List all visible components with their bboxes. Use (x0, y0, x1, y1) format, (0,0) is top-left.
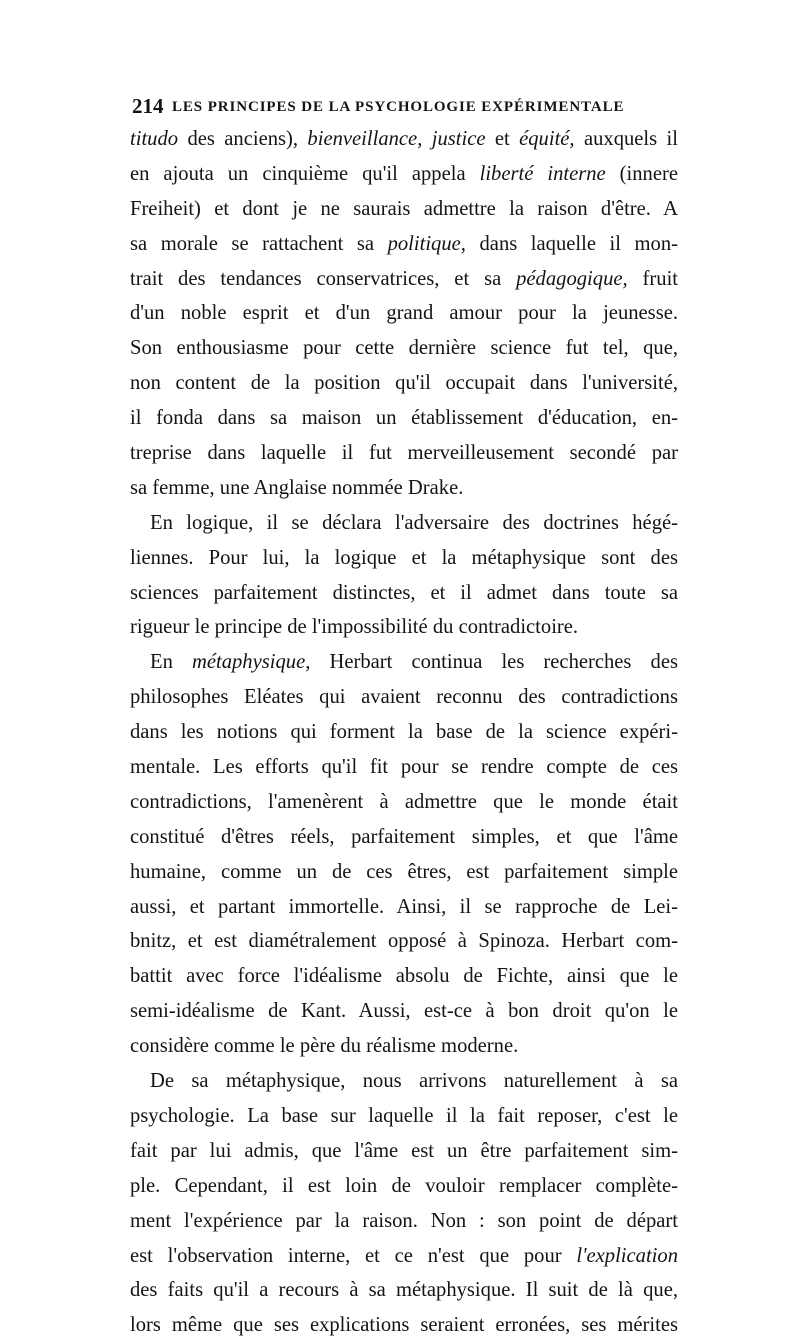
text-line (130, 192, 678, 227)
text-line (130, 820, 678, 855)
running-title: LES PRINCIPES DE LA PSYCHOLOGIE EXPÉRIMENTALE (172, 99, 625, 115)
italic-segment: l'explication (576, 1244, 678, 1267)
text-segment: philosophes Eléates qui avaient reconnu des contradictions (130, 686, 678, 709)
italic-segment: liberté interne (479, 162, 606, 185)
text-line (130, 610, 678, 645)
italic-segment: métaphysique, (191, 651, 311, 674)
text-segment: aussi, et partant immortelle. Ainsi, il se rapproche de Lei- (130, 895, 678, 918)
text-line (130, 785, 678, 820)
text-segment: considère comme le père du réalisme moderne. (130, 1035, 519, 1058)
text-segment: trait des tendances conservatrices, et sa (130, 267, 517, 290)
text-line (130, 1169, 678, 1204)
text-line (130, 401, 678, 436)
text-segment: semi-idéalisme de Kant. Aussi, est-ce à bon droit qu'on le (130, 1000, 678, 1023)
text-segment: des faits qu'il a recours à sa métaphysique. Il suit de là que, (130, 1279, 678, 1302)
text-segment: Son enthousiasme pour cette dernière science fut tel, que, (130, 337, 678, 360)
text-line (130, 471, 678, 506)
text-segment: constitué d'êtres réels, parfaitement simples, et que l'âme (130, 825, 678, 848)
text-segment: fruit (627, 267, 678, 290)
italic-segment: titudo (130, 128, 179, 150)
text-segment: en ajouta un cinquième qu'il appela (130, 162, 480, 185)
text-segment: mentale. Les efforts qu'il fit pour se rendre compte de ces (130, 756, 678, 779)
text-segment: dans laquelle il mon- (465, 232, 678, 255)
text-segment: sa morale se rattachent sa (130, 232, 388, 255)
text-segment: ment l'expérience par la raison. Non : son point de départ (130, 1209, 678, 1232)
text-line (130, 541, 678, 576)
text-line (130, 1029, 678, 1064)
text-segment: Herbart continua les recherches des (310, 651, 678, 674)
text-segment: et (485, 128, 520, 150)
italic-segment: bienveillance, justice (307, 128, 486, 150)
text-segment: bnitz, et est diamétralement opposé à Spinoza. Herbart com- (130, 930, 678, 953)
text-segment: sciences parfaitement distinctes, et il admet dans toute sa (130, 581, 678, 604)
text-segment: rigueur le principe de l'impossibilité du contradictoire. (130, 616, 579, 639)
page-number: 214 (132, 94, 164, 118)
text-line (130, 959, 678, 994)
text-line (130, 436, 678, 471)
text-segment: des anciens), (178, 128, 308, 150)
text-segment: contradictions, l'amenèrent à admettre que le monde était (130, 790, 678, 813)
text-line (130, 1308, 678, 1343)
text-line (130, 506, 678, 541)
text-segment: d'un noble esprit et d'un grand amour pour la jeunesse. (130, 302, 678, 325)
text-line (130, 645, 678, 680)
body-text (130, 122, 678, 1343)
text-line (130, 1064, 678, 1099)
text-segment: non content de la position qu'il occupait dans l'université, (130, 372, 678, 395)
italic-segment: politique, (387, 232, 466, 255)
text-segment: lors même que ses explications seraient erronées, ses mérites (130, 1314, 678, 1337)
running-head (132, 92, 677, 120)
text-segment: battit avec force l'idéalisme absolu de Fichte, ainsi que le (130, 965, 678, 988)
text-line (130, 1134, 678, 1169)
text-segment: est l'observation interne, et ce n'est que pour (130, 1244, 577, 1267)
text-segment: liennes. Pour lui, la logique et la métaphysique sont des (130, 546, 678, 569)
italic-segment: équité, (519, 128, 575, 150)
text-segment: sa femme, une Anglaise nommée Drake. (130, 476, 464, 499)
text-line (130, 157, 678, 192)
text-line (130, 1273, 678, 1308)
text-segment: il fonda dans sa maison un établissement d'éducation, en- (130, 407, 678, 430)
text-line (130, 262, 678, 297)
text-segment: treprise dans laquelle il fut merveilleusement secondé par (130, 442, 678, 465)
text-line (130, 576, 678, 611)
text-line (130, 750, 678, 785)
text-line (130, 924, 678, 959)
text-segment: Freiheit) et dont je ne saurais admettre la raison d'être. A (130, 197, 678, 220)
text-segment: auxquels il (574, 128, 678, 150)
text-line (130, 1099, 678, 1134)
text-line (130, 331, 678, 366)
text-segment: fait par lui admis, que l'âme est un être parfaitement sim- (130, 1139, 678, 1162)
text-segment: De sa métaphysique, nous arrivons naturellement à sa (150, 1070, 678, 1093)
text-segment: psychologie. La base sur laquelle il la fait reposer, c'est le (130, 1104, 678, 1127)
text-line (130, 855, 678, 890)
text-line (130, 1204, 678, 1239)
text-line (130, 680, 678, 715)
text-line (130, 890, 678, 925)
text-line (130, 366, 678, 401)
text-segment: humaine, comme un de ces êtres, est parfaitement simple (130, 860, 678, 883)
text-line (130, 715, 678, 750)
text-line (130, 1239, 678, 1274)
text-segment: En logique, il se déclara l'adversaire des doctrines hégé- (150, 511, 678, 534)
text-segment: (innere (605, 162, 678, 185)
italic-segment: pédagogique, (516, 267, 628, 290)
text-segment: En (150, 651, 192, 674)
text-line (130, 296, 678, 331)
text-line (130, 227, 678, 262)
text-segment: ple. Cependant, il est loin de vouloir remplacer complète- (130, 1174, 678, 1197)
text-segment: dans les notions qui forment la base de la science expéri- (130, 721, 678, 744)
text-line (130, 994, 678, 1029)
text-line (130, 122, 678, 157)
